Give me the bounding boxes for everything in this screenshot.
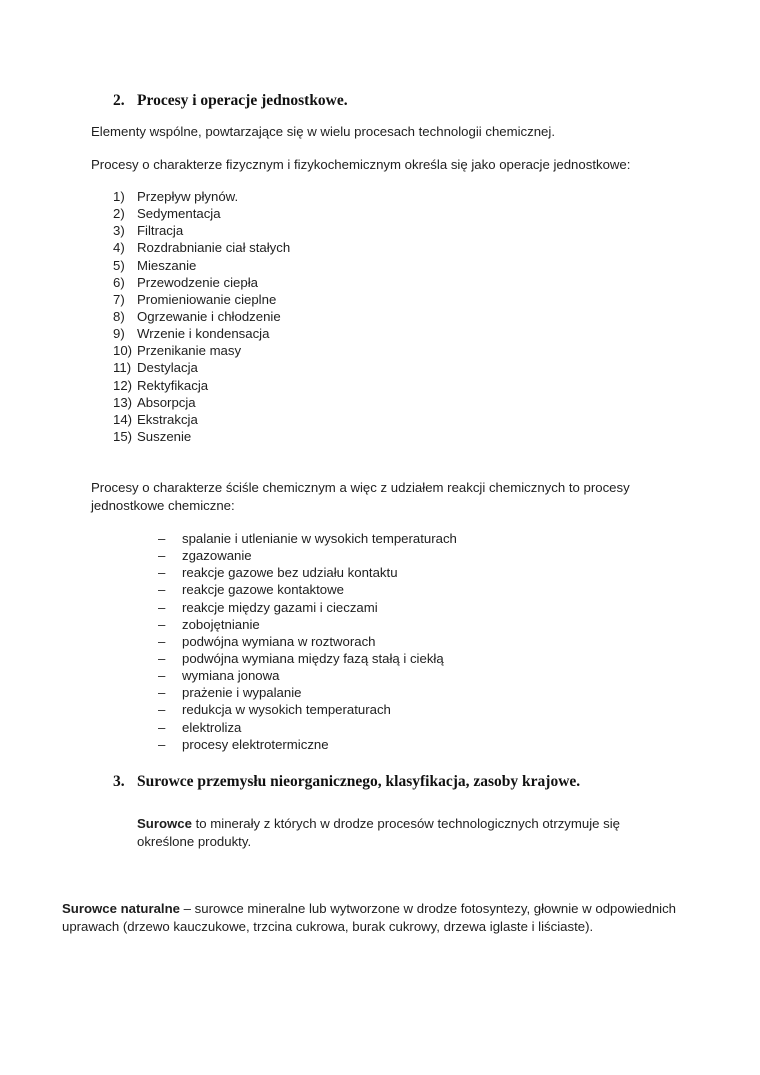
unit-operation-item (113, 205, 290, 222)
unit-operation-item (113, 274, 290, 291)
unit-operation-number: 3) (113, 223, 125, 239)
unit-operation-text: Filtracja (137, 223, 184, 239)
chemical-process-text: podwójna wymiana między fazą stałą i ciekłą (182, 650, 444, 666)
unit-operation-number: 11) (113, 360, 132, 376)
unit-operation-text: Przewodzenie ciepła (137, 274, 258, 290)
section-2-title: Procesy i operacje jednostkowe. (137, 92, 348, 109)
section-2-intro: Elementy wspólne, powtarzające się w wielu procesach technologii chemicznej. (91, 124, 555, 139)
chemical-process-item (158, 701, 457, 718)
chemical-process-text: prażenie i wypalanie (182, 685, 302, 701)
unit-operation-text: Destylacja (137, 360, 198, 376)
unit-operation-item (113, 342, 290, 359)
dash-bullet-icon: – (158, 668, 166, 684)
unit-operation-item (113, 359, 290, 376)
unit-operation-item (113, 239, 290, 256)
unit-operation-text: Absorpcja (137, 394, 196, 410)
chemical-process-item (158, 547, 457, 564)
chemical-process-item (158, 581, 457, 598)
section-3-number: 3. (113, 773, 125, 790)
chemical-process-text: spalanie i utlenianie w wysokich temperaturach (182, 531, 457, 546)
physical-processes-intro: Procesy o charakterze fizycznym i fizykochemicznym określa się jako operacje jednostkowe: (91, 157, 631, 172)
chemical-process-text: wymiana jonowa (182, 668, 280, 684)
natural-raw-materials-term: Surowce naturalne (62, 901, 180, 916)
unit-operations-list (113, 188, 290, 445)
chemical-process-text: procesy elektrotermiczne (182, 736, 329, 752)
chemical-process-item (158, 633, 457, 650)
chemical-processes-intro: Procesy o charakterze ściśle chemicznym a więc z udziałem reakcji chemicznych to procesy jednostkowe chemiczne: (91, 480, 630, 513)
section-2-heading (113, 91, 348, 111)
unit-operation-item (113, 411, 290, 428)
dash-bullet-icon: – (158, 531, 166, 546)
surowce-term: Surowce (137, 816, 192, 831)
unit-operation-number: 12) (113, 377, 133, 393)
unit-operation-text: Rektyfikacja (137, 377, 209, 393)
unit-operation-item (113, 291, 290, 308)
unit-operation-number: 14) (113, 411, 133, 427)
dash-bullet-icon: – (158, 633, 166, 649)
chemical-process-item (158, 684, 457, 701)
chemical-process-item (158, 650, 457, 667)
unit-operation-item (113, 188, 290, 205)
section-2-number: 2. (113, 92, 125, 109)
chemical-process-text: zobojętnianie (182, 616, 260, 632)
natural-raw-materials-text: – surowce mineralne lub wytworzone w drodze fotosyntezy, głownie w odpowiednich uprawach (drzewo kauczukowe, trzcina cukrowa, burak cukrowy, drzewa iglaste i liściaste). (62, 901, 677, 934)
chemical-process-item (158, 530, 457, 547)
unit-operation-text: Suszenie (137, 428, 192, 444)
dash-bullet-icon: – (158, 582, 166, 598)
chemical-process-item (158, 616, 457, 633)
chemical-process-text: reakcje między gazami i cieczami (182, 599, 378, 615)
chemical-process-text: redukcja w wysokich temperaturach (182, 702, 391, 718)
unit-operation-item (113, 257, 290, 274)
unit-operation-text: Ekstrakcja (137, 411, 198, 427)
dash-bullet-icon: – (158, 685, 166, 701)
unit-operation-text: Mieszanie (137, 257, 197, 273)
unit-operation-number: 2) (113, 206, 125, 222)
unit-operation-number: 5) (113, 257, 125, 273)
unit-operation-number: 10) (113, 343, 133, 359)
chemical-processes-list (158, 530, 457, 753)
unit-operation-text: Promieniowanie cieplne (137, 291, 277, 307)
unit-operation-number: 4) (113, 240, 125, 256)
chemical-process-text: reakcje gazowe bez udziału kontaktu (182, 565, 398, 581)
section-3-heading (113, 772, 580, 792)
unit-operation-number: 15) (113, 428, 133, 444)
dash-bullet-icon: – (158, 650, 166, 666)
unit-operation-number: 1) (113, 189, 125, 204)
unit-operation-item (113, 308, 290, 325)
dash-bullet-icon: – (158, 736, 166, 752)
surowce-definition (137, 815, 677, 850)
natural-raw-materials-definition (62, 900, 682, 935)
unit-operation-text: Rozdrabnianie ciał stałych (137, 240, 291, 256)
dash-bullet-icon: – (158, 548, 166, 564)
unit-operation-number: 9) (113, 326, 125, 342)
chemical-process-item (158, 667, 457, 684)
surowce-definition-text: to minerały z których w drodze procesów technologicznych otrzymuje się określone produkty. (137, 816, 621, 849)
chemical-process-text: podwójna wymiana w roztworach (182, 633, 376, 649)
unit-operation-number: 7) (113, 291, 125, 307)
dash-bullet-icon: – (158, 702, 166, 718)
unit-operation-text: Sedymentacja (137, 206, 221, 222)
dash-bullet-icon: – (158, 599, 166, 615)
unit-operation-text: Wrzenie i kondensacja (137, 326, 270, 342)
section-3-title: Surowce przemysłu nieorganicznego, klasyfikacja, zasoby krajowe. (137, 773, 581, 790)
unit-operation-item (113, 377, 290, 394)
unit-operation-text: Przepływ płynów. (137, 189, 239, 204)
unit-operation-number: 13) (113, 394, 133, 410)
unit-operation-text: Ogrzewanie i chłodzenie (137, 308, 281, 324)
chemical-process-text: elektroliza (182, 719, 242, 735)
chemical-process-text: reakcje gazowe kontaktowe (182, 582, 345, 598)
chemical-process-item (158, 736, 457, 753)
chemical-process-text: zgazowanie (182, 548, 252, 564)
unit-operation-text: Przenikanie masy (137, 343, 242, 359)
chemical-process-item (158, 719, 457, 736)
unit-operation-item (113, 428, 290, 445)
dash-bullet-icon: – (158, 616, 166, 632)
unit-operation-item (113, 325, 290, 342)
chemical-process-item (158, 599, 457, 616)
unit-operation-number: 8) (113, 308, 125, 324)
unit-operation-item (113, 222, 290, 239)
chemical-process-item (158, 564, 457, 581)
dash-bullet-icon: – (158, 719, 166, 735)
unit-operation-number: 6) (113, 274, 125, 290)
unit-operation-item (113, 394, 290, 411)
dash-bullet-icon: – (158, 565, 166, 581)
